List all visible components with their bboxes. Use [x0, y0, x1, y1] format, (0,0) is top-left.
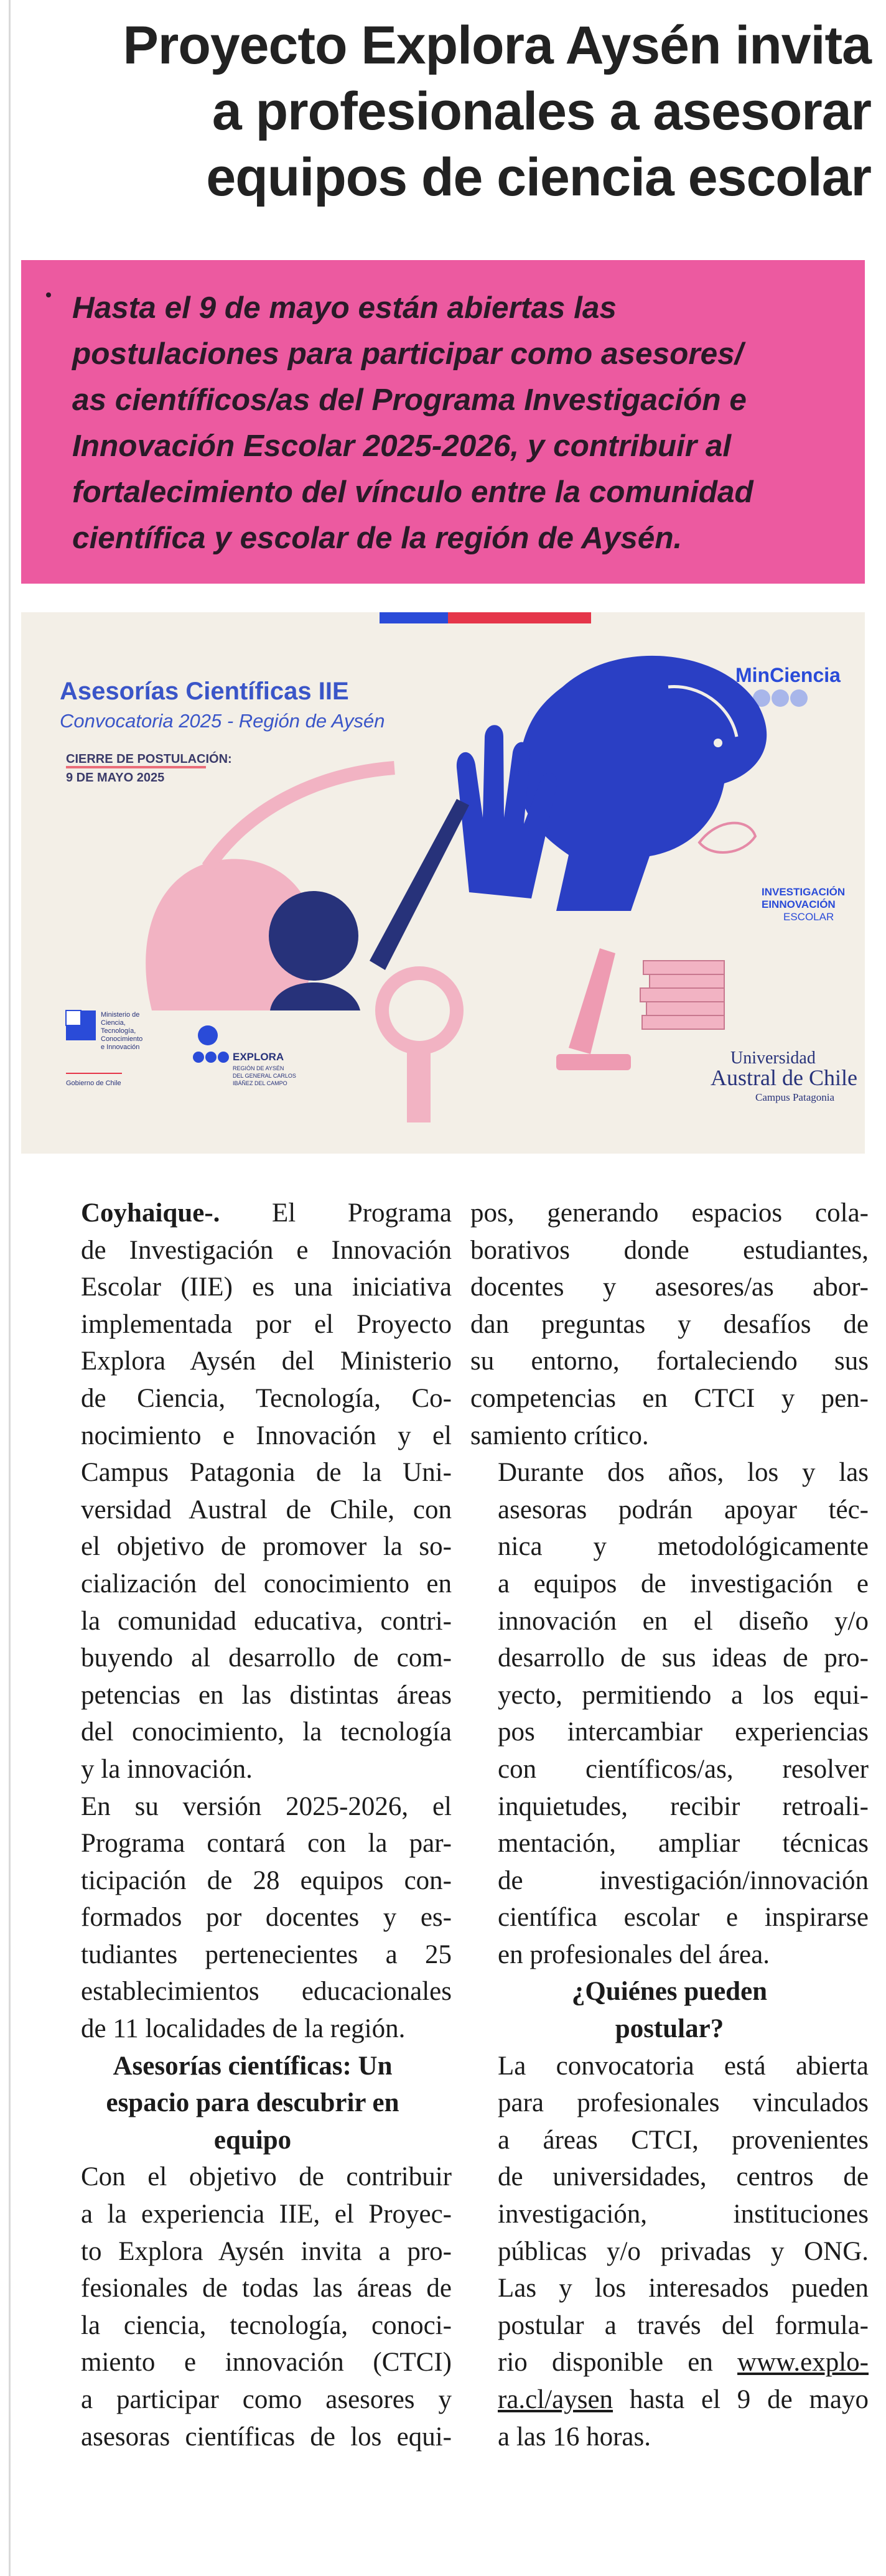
text-line: el objetivo de promover la so-: [81, 1532, 452, 1562]
text-line: La convocatoria está abierta: [498, 2051, 869, 2081]
uach-logo: Universidad: [730, 1048, 816, 1068]
text-line: asesoras científicas de los equi-: [81, 2422, 452, 2452]
poster-text: Gobierno de Chile: [66, 1080, 121, 1087]
text-line: pos, generando espacios cola-: [470, 1198, 869, 1228]
text-line: inquietudes, recibir retroali-: [498, 1791, 869, 1821]
text-line: a áreas CTCI, provenientes: [498, 2125, 869, 2155]
lead-line: científica y escolar de la región de Aysén.: [72, 521, 683, 555]
text-line: nica y metodológicamente: [498, 1532, 869, 1562]
explora-link[interactable]: ra.cl/aysen: [498, 2385, 613, 2414]
text-line: borativos donde estudiantes,: [470, 1235, 869, 1265]
lead-line: fortalecimiento del vínculo entre la comunidad: [72, 475, 753, 509]
text-line: to Explora Aysén invita a pro-: [81, 2236, 452, 2266]
lead-line: postulaciones para participar como asesores/: [72, 337, 744, 371]
poster-image: [21, 612, 865, 1154]
paragraph: [470, 2048, 869, 2456]
program-label: ESCOLAR: [783, 911, 834, 923]
text-line: desarrollo de sus ideas de pro-: [498, 1643, 869, 1673]
text-line: pos intercambiar experiencias: [498, 1717, 869, 1747]
poster-deadline-label: CIERRE DE POSTULACIÓN:: [66, 752, 232, 766]
text-line: a las 16 horas.: [498, 2422, 651, 2452]
poster-text: Tecnología,: [101, 1027, 136, 1035]
page-margin-rule: [9, 0, 11, 2576]
text-line: públicas y/o privadas y ONG.: [498, 2236, 869, 2266]
text-line: yecto, permitiendo a los equi-: [498, 1680, 869, 1710]
lead-text: [72, 285, 844, 561]
text-line: formados por docentes y es-: [81, 1903, 452, 1933]
text-line: de Ciencia, Tecnología, Co-: [81, 1383, 452, 1413]
text-line: competencias en CTCI y pen-: [470, 1383, 869, 1413]
text-line: petencias en las distintas áreas: [81, 1680, 452, 1710]
poster-title: Asesorías Científicas IIE: [60, 678, 349, 705]
subheading: [54, 2048, 452, 2159]
text-line: del conocimiento, la tecnología: [81, 1717, 452, 1747]
text-line: docentes y asesores/as abor-: [470, 1272, 869, 1302]
flag-stripe-red: [448, 612, 591, 623]
poster-text: REGIÓN DE AYSÉN: [233, 1065, 284, 1071]
poster-text: DEL GENERAL CARLOS: [233, 1073, 296, 1079]
text-line: [54, 1195, 452, 1232]
text-line: científica escolar e inspirarse: [498, 1903, 869, 1933]
poster-text: Austral de Chile: [711, 1065, 857, 1090]
text-line: equipo: [213, 2125, 292, 2155]
poster-text: e Innovación: [101, 1043, 140, 1051]
paragraph: [54, 1788, 452, 2048]
text-line: la ciencia, tecnología, conoci-: [81, 2310, 452, 2340]
text-fragment: rio disponible en: [498, 2348, 713, 2378]
text-line: buyendo al desarrollo de com-: [81, 1643, 452, 1673]
text-fragment: hasta el 9 de mayo: [613, 2385, 869, 2414]
text-line: samiento crítico.: [470, 1421, 649, 1450]
explora-link[interactable]: www.explo-: [737, 2348, 869, 2378]
lead-line: as científicos/as del Programa Investigación e: [72, 383, 747, 417]
poster-text: Campus Patagonia: [755, 1091, 835, 1103]
text-line: cialización del conocimiento en: [81, 1569, 452, 1598]
text-line: de Investigación e Innovación: [81, 1235, 452, 1265]
poster-deadline-date: 9 DE MAYO 2025: [66, 771, 165, 785]
text-line: espacio para descubrir en: [106, 2088, 399, 2118]
headline-line: equipos de ciencia escolar: [206, 147, 871, 207]
text-line: miento e innovación (CTCI): [81, 2348, 452, 2378]
text-line: Explora Aysén del Ministerio: [81, 1346, 452, 1376]
headline: [25, 12, 871, 210]
text-line: ticipación de 28 equipos con-: [81, 1865, 452, 1895]
text-line: con científicos/as, resolver: [498, 1754, 869, 1784]
program-label: EINNOVACIÓN: [762, 898, 836, 910]
paragraph: [470, 1454, 869, 1973]
text-line: [470, 2344, 869, 2381]
text-line: Escolar (IIE) es una iniciativa: [81, 1272, 452, 1302]
text-line: la comunidad educativa, contri-: [81, 1606, 452, 1636]
text-line: establecimientos educacionales: [81, 1977, 452, 2007]
text-line: para profesionales vinculados: [498, 2088, 869, 2118]
article-column-right: [470, 1195, 869, 2455]
bullet-icon: [46, 292, 51, 297]
text-line: [470, 2381, 869, 2419]
headline-line: Proyecto Explora Aysén invita: [123, 16, 871, 75]
text-line: a la experiencia IIE, el Proyec-: [81, 2200, 452, 2229]
text-line: versidad Austral de Chile, con: [81, 1495, 452, 1524]
text-line: a participar como asesores y: [81, 2385, 452, 2414]
paragraph: [54, 1195, 452, 1788]
text-line: implementada por el Proyecto: [81, 1309, 452, 1339]
text-line: Durante dos años, los y las: [498, 1458, 869, 1488]
text-line: Campus Patagonia de la Uni-: [81, 1458, 452, 1488]
flag-stripe-blue: [380, 612, 448, 623]
text-line: Asesorías científicas: Un: [113, 2051, 393, 2081]
article-column-left: [54, 1195, 452, 2455]
lead-line: Innovación Escolar 2025-2026, y contribuir al: [72, 429, 732, 463]
text-line: y la innovación.: [81, 1754, 253, 1784]
poster-text: IBÁÑEZ DEL CAMPO: [233, 1080, 287, 1086]
program-label: INVESTIGACIÓN: [762, 886, 846, 898]
text-line: tudiantes pertenecientes a 25: [81, 1939, 452, 1969]
poster-text: Ministerio de: [101, 1011, 140, 1019]
text-line: Con el objetivo de contribuir: [81, 2162, 452, 2192]
text-line: de universidades, centros de: [498, 2162, 869, 2192]
subheading: [470, 1973, 869, 2047]
text-line: En su versión 2025-2026, el: [81, 1791, 452, 1821]
headline-line: a profesionales a asesorar: [212, 82, 871, 141]
text-line: postular?: [615, 2014, 724, 2044]
text-line: nocimiento e Innovación y el: [81, 1421, 452, 1450]
text-line: innovación en el diseño y/o: [498, 1606, 869, 1636]
paragraph: [54, 2158, 452, 2455]
text-line: postular a través del formula-: [498, 2310, 869, 2340]
text-line: asesoras podrán apoyar téc-: [498, 1495, 869, 1524]
text-fragment: El Programa: [220, 1198, 452, 1228]
poster-illustration: [21, 612, 865, 1154]
text-line: mentación, ampliar técnicas: [498, 1829, 869, 1859]
lead-box: [21, 260, 865, 584]
lead-line: Hasta el 9 de mayo están abiertas las: [72, 291, 617, 325]
text-line: ¿Quiénes pueden: [571, 1977, 768, 2007]
text-line: en profesionales del área.: [498, 1939, 770, 1969]
text-line: Programa contará con la par-: [81, 1829, 452, 1859]
explora-logo: [198, 1025, 218, 1045]
paragraph-continued: [470, 1195, 869, 1454]
text-line: a equipos de investigación e: [498, 1569, 869, 1598]
text-line: de investigación/innovación: [498, 1865, 869, 1895]
dateline: Coyhaique-.: [81, 1198, 220, 1228]
text-line: su entorno, fortaleciendo sus: [470, 1346, 869, 1376]
text-line: investigación, instituciones: [498, 2200, 869, 2229]
minciencia-logo: MinCiencia: [735, 664, 841, 686]
text-line: de 11 localidades de la región.: [81, 2014, 406, 2044]
text-line: dan preguntas y desafíos de: [470, 1309, 869, 1339]
text-line: Las y los interesados pueden: [498, 2274, 869, 2303]
poster-text: Ciencia,: [101, 1019, 126, 1027]
text-line: fesionales de todas las áreas de: [81, 2274, 452, 2303]
poster-subtitle: Convocatoria 2025 - Región de Aysén: [60, 710, 385, 732]
poster-text: Conocimiento: [101, 1035, 143, 1043]
poster-text: EXPLORA: [233, 1051, 284, 1063]
